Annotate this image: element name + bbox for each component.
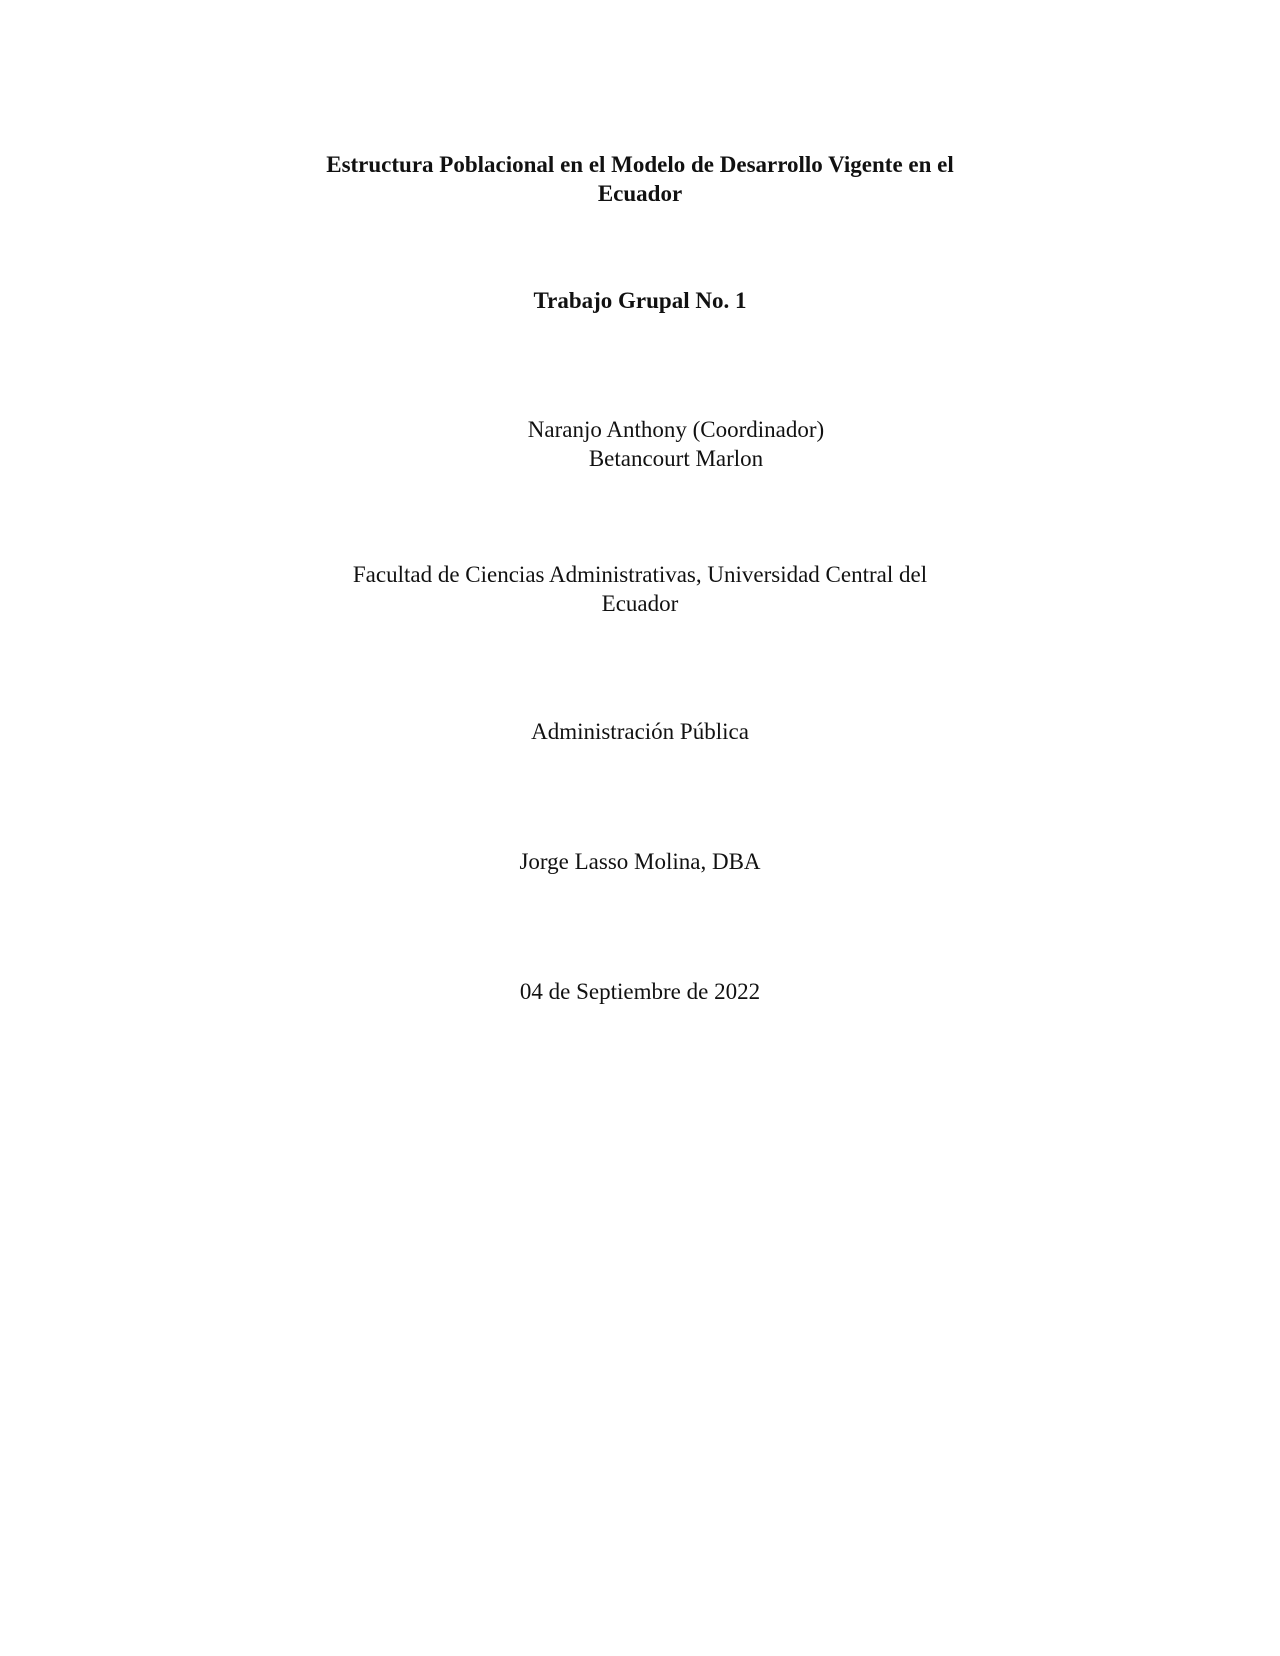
- instructor-name: Jorge Lasso Molina, DBA: [519, 849, 761, 874]
- document-subtitle: Trabajo Grupal No. 1: [533, 288, 747, 313]
- author-name: Naranjo Anthony (Coordinador): [527, 417, 825, 442]
- document-title-line-1: Estructura Poblacional en el Modelo de Desarrollo Vigente en el: [326, 152, 954, 177]
- author-name: Betancourt Marlon: [588, 446, 764, 471]
- document-title-line-2: Ecuador: [597, 181, 683, 206]
- affiliation-line-1: Facultad de Ciencias Administrativas, Universidad Central del: [352, 562, 928, 587]
- affiliation-line-2: Ecuador: [601, 591, 679, 616]
- document-title: [240, 150, 1040, 208]
- document-date: 04 de Septiembre de 2022: [519, 979, 761, 1004]
- course-name: Administración Pública: [531, 719, 749, 744]
- affiliation: [240, 560, 1040, 618]
- authors-list: [376, 415, 976, 473]
